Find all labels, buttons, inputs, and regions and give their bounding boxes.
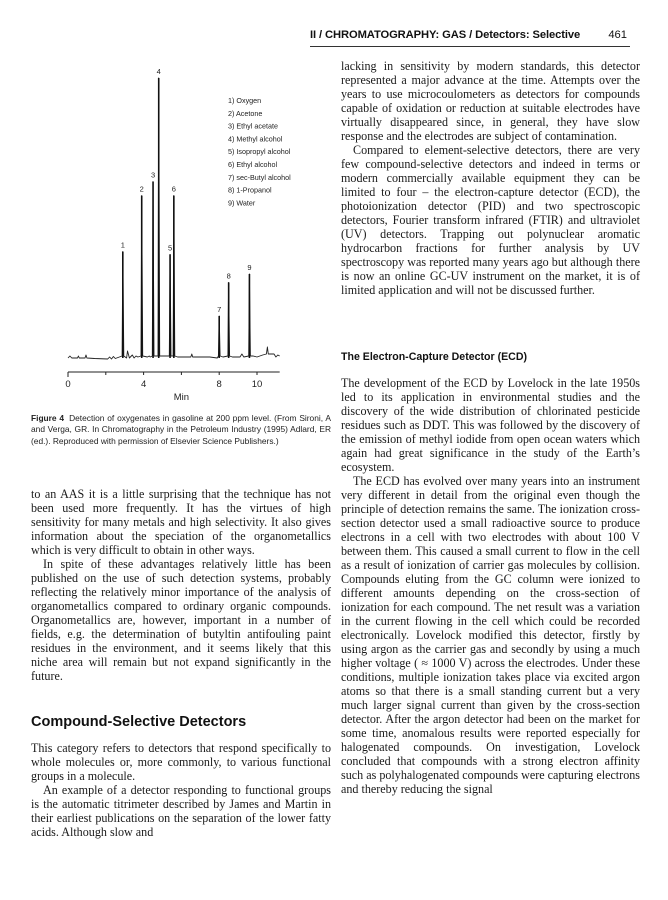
legend-item: 5) Isopropyl alcohol [228,147,291,157]
chart-legend [228,96,291,207]
running-header [310,26,630,47]
left-column-text [31,487,331,683]
paragraph: The development of the ECD by Lovelock in the late 1950s led to its application in environmental studies and the discovery of the wide distribution of chlorinated pesticide residues such as DDT. This was followed by the discovery of the emission of methyl iodide from open ocean waters which again had great significance in the study of the Earth’s ecosystem. [341,376,640,474]
peak-label: 8 [226,271,231,281]
paragraph: The ECD has evolved over many years into an instrument very different in detail from the original even though the principle of detection remains the same. The ionization cross-section detector used a small radioactive source to produce electrons in a cell with two electrodes with about 100 V between them. This caused a small current to flow in the cell as a result of ionization of carrier gas molecules by collision. Compounds eluting from the GC column were ionized to different amounts depending on the cross-section of ionization for each compound. The net result was a variation in the current flowing in the cell which could be recorded electronically. Lovelock modified this detector, firstly by using argon as the carrier gas and secondly by using a much higher voltage ( ≈ 1000 V) across the electrodes. Under these conditions, multiple ionization takes place via excited argon atoms so that there is a small standing current but a very much larger signal current than given by the cross-section detector. After the argon detector had been on the market for some time, anomalous results were reported especially for halogenated compounds. On investigation, Lovelock concluded that compounds with a strong electron affinity such as polyhalogenated compounds were capturing electrons and thereby reducing the signal [341,474,640,796]
peak-label: 2 [139,184,144,194]
x-tick-label: 10 [251,379,263,390]
legend-item: 2) Acetone [228,108,263,118]
paragraph: This category refers to detectors that respond specifically to whole molecules or, more commonly, to various functional groups in a molecule. [31,741,331,783]
header-title: II / CHROMATOGRAPHY: GAS / Detectors: Selective [310,29,581,41]
legend-item: 4) Methyl alcohol [228,134,283,144]
legend-item: 7) sec-Butyl alcohol [228,172,291,182]
legend-item: 3) Ethyl acetate [228,121,278,131]
chromatogram-trace [68,78,280,359]
page-number: 461 [608,29,627,41]
paragraph: An example of a detector responding to functional groups is the automatic titrimeter described by James and Martin in their earliest publications on the separation of the lower fatty acids. Although slow and [31,783,331,839]
legend-item: 1) Oxygen [228,96,262,105]
x-tick-label: 0 [65,379,71,390]
legend-item: 6) Ethyl alcohol [228,160,278,169]
x-axis-title: Min [173,392,190,403]
legend-item: 8) 1-Propanol [228,185,272,195]
x-tick-label: 4 [140,379,147,390]
paragraph: lacking in sensitivity by modern standards, this detector represented a major advance at the time. Attempts over the years to use microcoulometers as detectors for compounds capable of oxidation or reduction at suitable electrodes have virtually disappeared since, in general, they have slow response and the electrodes are subject of contamination. [341,59,640,143]
peak-label: 1 [120,240,125,250]
legend-item: 9) Water [228,198,256,208]
paragraph: to an AAS it is a little surprising that the technique has not been used more frequently. It has the virtues of high sensitivity for many metals and high selectivity. It also gives information about the speciation of the organometallics which is very difficult to obtain in other ways. [31,487,331,557]
paragraph: In spite of these advantages relatively little has been published on the use of such detection systems, probably reflecting the relatively minor importance of the analysis of organometallics compared to ordinary organic compounds. Organometallics are, however, important in a number of fields, e.g. the determination of butyltin antifouling paint residues in the environment, and it seems likely that this niche area will remain but not expand significantly in the future. [31,557,331,683]
chromatogram-figure [30,60,340,410]
figure-label: Figure 4 [31,413,65,423]
peak-label: 6 [171,184,176,194]
section-heading: Compound-Selective Detectors [31,714,247,730]
subsection-heading: The Electron-Capture Detector (ECD) [341,351,528,363]
peak-label: 4 [156,67,161,76]
paragraph: Compared to element-selective detectors, there are very few compound-selective detectors and indeed in terms or modern commercially available equipment they can be limited to four – the electron-capture detector (ECD), the photoionization detector (PID) and two spectroscopic detectors, Fourier transform infrared (FTIR) and ultraviolet (UV) detectors. Trapping out polynuclear aromatic hydrocarbon fractions for further analysis by UV spectroscopy was reported many years ago but although there is now an online GC-UV instrument on the market, it is of limited application and will not be discussed further. [341,143,640,297]
peak-label: 5 [167,243,173,253]
right-column-section-text [341,376,640,796]
right-column-text [341,59,640,297]
peak-label: 7 [217,305,222,314]
x-tick-label: 8 [216,379,222,390]
peak-label: 9 [247,263,252,272]
peak-label: 3 [150,170,156,180]
left-column-section-text [31,741,331,839]
x-axis [65,372,279,403]
figure-caption-text: Detection of oxygenates in gasoline at 200 ppm level. (From Sironi, A and Verga, GR. In Chromatography in the Petroleum Industry (1995) Adlard, ER (ed.). Reproduced with permission of Elsevier Science Publishers.) [31,413,331,446]
figure-caption [31,413,331,447]
chromatogram-plot [30,60,340,410]
